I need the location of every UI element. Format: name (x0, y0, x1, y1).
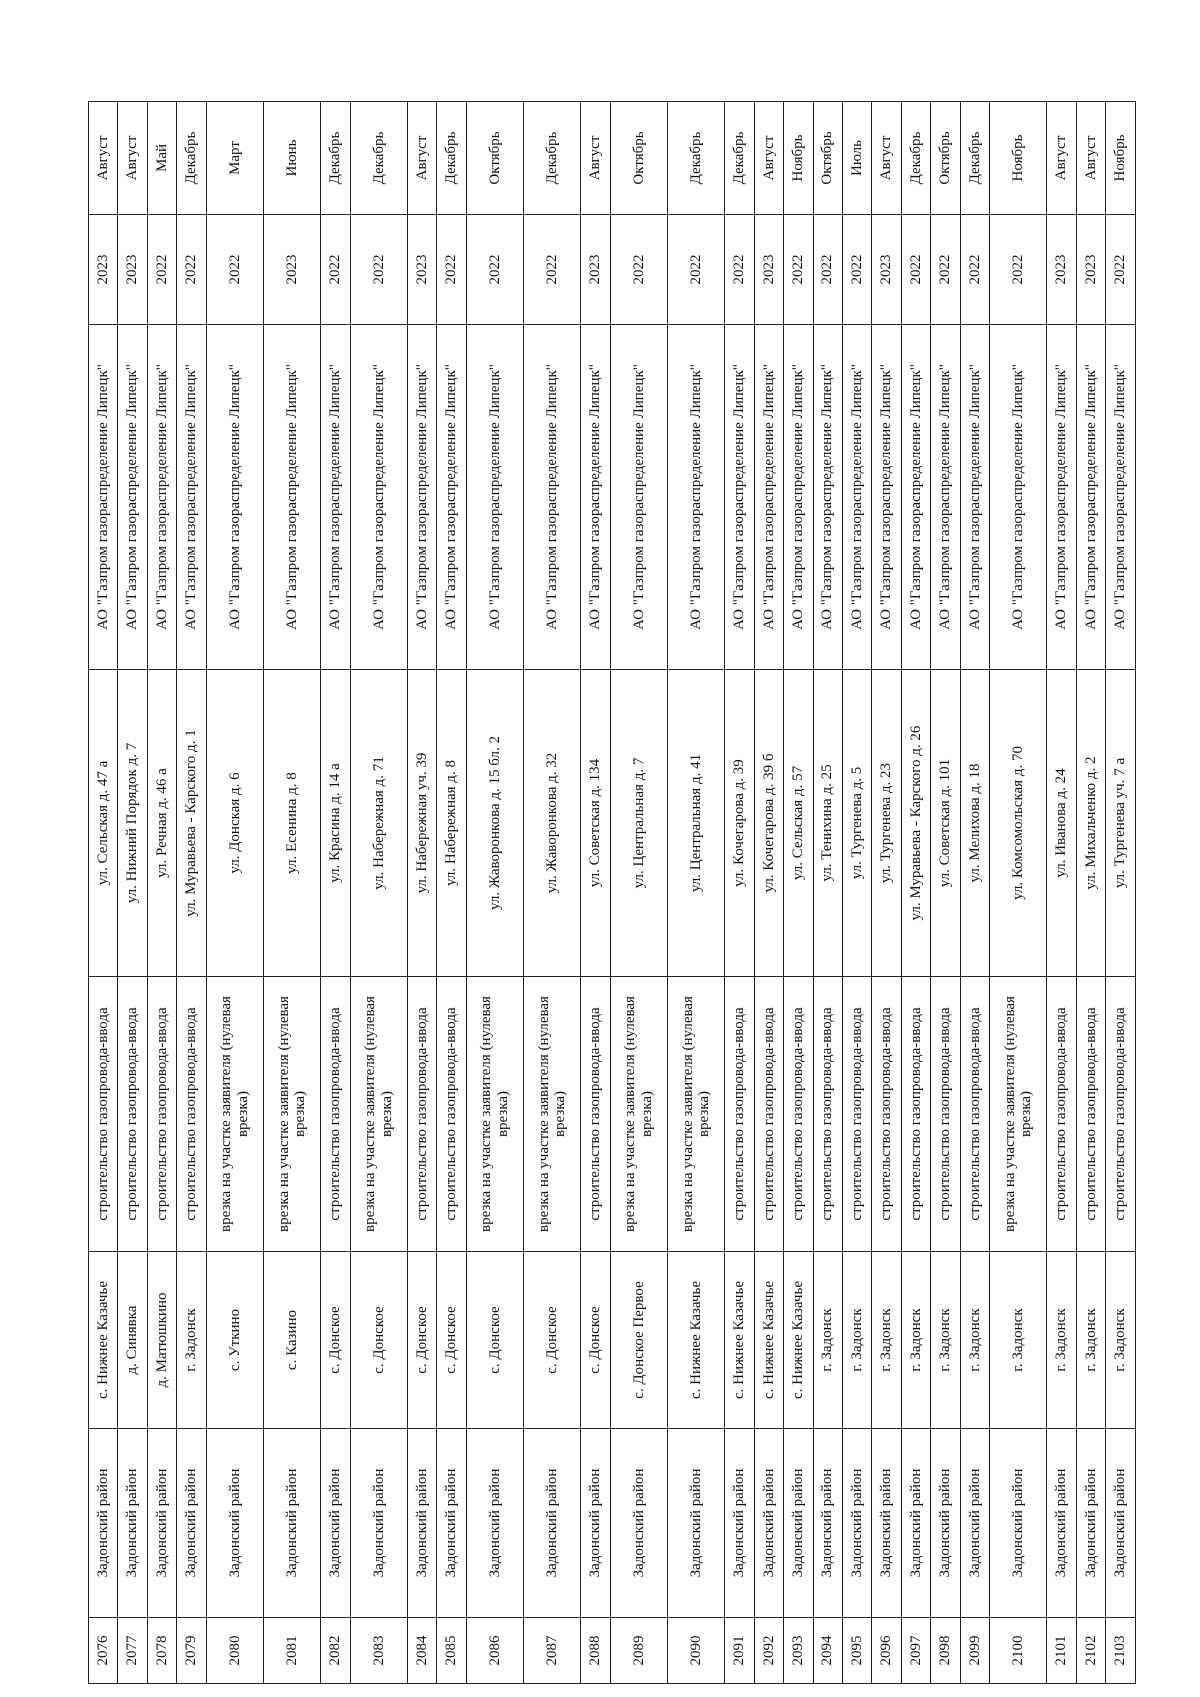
row-number-cell: 2096 (872, 1618, 901, 1684)
work-type-cell: врезка на участке заявителя (нулевая врезка) (667, 977, 724, 1252)
table-row (1106, 102, 1136, 1684)
locality-cell: с. Донское (581, 1252, 610, 1429)
district-cell: Задонский район (206, 1429, 263, 1618)
month-cell: Ноябрь (1106, 102, 1136, 215)
work-type-cell: строительство газопровода-ввода (89, 977, 118, 1252)
organization-cell: АО "Газпром газораспределение Липецк" (321, 325, 350, 670)
row-number-cell: 2077 (118, 1618, 147, 1684)
year-cell: 2022 (931, 215, 960, 325)
row-number-cell: 2089 (610, 1618, 667, 1684)
table-row (118, 102, 147, 1684)
district-cell: Задонский район (437, 1429, 466, 1618)
year-cell: 2022 (206, 215, 263, 325)
table-row (872, 102, 901, 1684)
address-cell: ул. Набережная д. 71 (350, 670, 407, 977)
address-cell: ул. Сельская д. 57 (784, 670, 813, 977)
table-row (264, 102, 321, 1684)
organization-cell: АО "Газпром газораспределение Липецк" (872, 325, 901, 670)
table-row (177, 102, 206, 1684)
district-cell: Задонский район (813, 1429, 842, 1618)
organization-cell: АО "Газпром газораспределение Липецк" (842, 325, 871, 670)
row-number-cell: 2088 (581, 1618, 610, 1684)
address-cell: ул. Муравьева - Карского д. 1 (177, 670, 206, 977)
address-cell: ул. Советская д. 134 (581, 670, 610, 977)
row-number-cell: 2084 (407, 1618, 436, 1684)
month-cell: Октябрь (931, 102, 960, 215)
month-cell: Декабрь (901, 102, 930, 215)
address-cell: ул. Нижний Порядок д. 7 (118, 670, 147, 977)
locality-cell: с. Нижнее Казачье (667, 1252, 724, 1429)
organization-cell: АО "Газпром газораспределение Липецк" (1047, 325, 1076, 670)
organization-cell: АО "Газпром газораспределение Липецк" (990, 325, 1047, 670)
year-cell: 2022 (667, 215, 724, 325)
organization-cell: АО "Газпром газораспределение Липецк" (754, 325, 783, 670)
row-number-cell: 2097 (901, 1618, 930, 1684)
table-row (960, 102, 989, 1684)
year-cell: 2022 (177, 215, 206, 325)
work-type-cell: строительство газопровода-ввода (437, 977, 466, 1252)
row-number-cell: 2087 (524, 1618, 581, 1684)
year-cell: 2022 (524, 215, 581, 325)
table-row (1076, 102, 1105, 1684)
table-row (147, 102, 176, 1684)
work-type-cell: строительство газопровода-ввода (1076, 977, 1105, 1252)
district-cell: Задонский район (725, 1429, 754, 1618)
address-cell: ул. Кочегарова д. 39 б (754, 670, 783, 977)
month-cell: Август (89, 102, 118, 215)
district-cell: Задонский район (89, 1429, 118, 1618)
work-type-cell: врезка на участке заявителя (нулевая врезка) (524, 977, 581, 1252)
row-number-cell: 2098 (931, 1618, 960, 1684)
organization-cell: АО "Газпром газораспределение Липецк" (581, 325, 610, 670)
locality-cell: г. Задонск (177, 1252, 206, 1429)
row-number-cell: 2103 (1106, 1618, 1136, 1684)
row-number-cell: 2102 (1076, 1618, 1105, 1684)
table-row (990, 102, 1047, 1684)
year-cell: 2022 (725, 215, 754, 325)
year-cell: 2022 (321, 215, 350, 325)
table-row (1047, 102, 1076, 1684)
table-row (89, 102, 118, 1684)
district-cell: Задонский район (872, 1429, 901, 1618)
work-type-cell: строительство газопровода-ввода (725, 977, 754, 1252)
year-cell: 2022 (901, 215, 930, 325)
district-cell: Задонский район (667, 1429, 724, 1618)
locality-cell: г. Задонск (990, 1252, 1047, 1429)
work-type-cell: строительство газопровода-ввода (581, 977, 610, 1252)
organization-cell: АО "Газпром газораспределение Липецк" (784, 325, 813, 670)
district-cell: Задонский район (931, 1429, 960, 1618)
work-type-cell: строительство газопровода-ввода (754, 977, 783, 1252)
gas-connections-table (88, 101, 1136, 1684)
row-number-cell: 2093 (784, 1618, 813, 1684)
row-number-cell: 2076 (89, 1618, 118, 1684)
locality-cell: с. Нижнее Казачье (754, 1252, 783, 1429)
district-cell: Задонский район (466, 1429, 523, 1618)
year-cell: 2023 (264, 215, 321, 325)
locality-cell: г. Задонск (901, 1252, 930, 1429)
table-row (784, 102, 813, 1684)
year-cell: 2023 (581, 215, 610, 325)
row-number-cell: 2095 (842, 1618, 871, 1684)
year-cell: 2022 (466, 215, 523, 325)
organization-cell: АО "Газпром газораспределение Липецк" (407, 325, 436, 670)
organization-cell: АО "Газпром газораспределение Липецк" (206, 325, 263, 670)
locality-cell: с. Донское (350, 1252, 407, 1429)
year-cell: 2022 (610, 215, 667, 325)
month-cell: Август (118, 102, 147, 215)
district-cell: Задонский район (901, 1429, 930, 1618)
address-cell: ул. Набережная д. 8 (437, 670, 466, 977)
work-type-cell: строительство газопровода-ввода (813, 977, 842, 1252)
month-cell: Декабрь (437, 102, 466, 215)
locality-cell: г. Задонск (960, 1252, 989, 1429)
address-cell: ул. Набережная уч. 39 (407, 670, 436, 977)
address-cell: ул. Тенихина д. 25 (813, 670, 842, 977)
row-number-cell: 2092 (754, 1618, 783, 1684)
month-cell: Август (872, 102, 901, 215)
organization-cell: АО "Газпром газораспределение Липецк" (1076, 325, 1105, 670)
table-row (206, 102, 263, 1684)
district-cell: Задонский район (581, 1429, 610, 1618)
work-type-cell: врезка на участке заявителя (нулевая врезка) (264, 977, 321, 1252)
year-cell: 2022 (960, 215, 989, 325)
organization-cell: АО "Газпром газораспределение Липецк" (466, 325, 523, 670)
address-cell: ул. Муравьева - Карского д. 26 (901, 670, 930, 977)
locality-cell: г. Задонск (813, 1252, 842, 1429)
district-cell: Задонский район (1076, 1429, 1105, 1618)
table-row (466, 102, 523, 1684)
year-cell: 2023 (407, 215, 436, 325)
locality-cell: с. Донское (524, 1252, 581, 1429)
row-number-cell: 2086 (466, 1618, 523, 1684)
month-cell: Октябрь (813, 102, 842, 215)
organization-cell: АО "Газпром газораспределение Липецк" (610, 325, 667, 670)
row-number-cell: 2094 (813, 1618, 842, 1684)
organization-cell: АО "Газпром газораспределение Липецк" (89, 325, 118, 670)
month-cell: Декабрь (524, 102, 581, 215)
district-cell: Задонский район (990, 1429, 1047, 1618)
month-cell: Август (754, 102, 783, 215)
locality-cell: с. Нижнее Казачье (784, 1252, 813, 1429)
work-type-cell: врезка на участке заявителя (нулевая врезка) (206, 977, 263, 1252)
month-cell: Июнь (264, 102, 321, 215)
locality-cell: г. Задонск (872, 1252, 901, 1429)
month-cell: Декабрь (960, 102, 989, 215)
month-cell: Март (206, 102, 263, 215)
address-cell: ул. Жаворонкова д. 15 бл. 2 (466, 670, 523, 977)
district-cell: Задонский район (784, 1429, 813, 1618)
row-number-cell: 2085 (437, 1618, 466, 1684)
work-type-cell: строительство газопровода-ввода (872, 977, 901, 1252)
address-cell: ул. Иванова д. 24 (1047, 670, 1076, 977)
year-cell: 2023 (1047, 215, 1076, 325)
organization-cell: АО "Газпром газораспределение Липецк" (960, 325, 989, 670)
organization-cell: АО "Газпром газораспределение Липецк" (931, 325, 960, 670)
work-type-cell: строительство газопровода-ввода (147, 977, 176, 1252)
row-number-cell: 2079 (177, 1618, 206, 1684)
locality-cell: с. Донское (321, 1252, 350, 1429)
month-cell: Август (407, 102, 436, 215)
organization-cell: АО "Газпром газораспределение Липецк" (725, 325, 754, 670)
organization-cell: АО "Газпром газораспределение Липецк" (813, 325, 842, 670)
district-cell: Задонский район (754, 1429, 783, 1618)
table-body (89, 102, 1136, 1684)
table-row (610, 102, 667, 1684)
year-cell: 2022 (784, 215, 813, 325)
row-number-cell: 2100 (990, 1618, 1047, 1684)
year-cell: 2022 (813, 215, 842, 325)
row-number-cell: 2081 (264, 1618, 321, 1684)
row-number-cell: 2082 (321, 1618, 350, 1684)
district-cell: Задонский район (177, 1429, 206, 1618)
work-type-cell: строительство газопровода-ввода (931, 977, 960, 1252)
month-cell: Декабрь (725, 102, 754, 215)
year-cell: 2022 (990, 215, 1047, 325)
organization-cell: АО "Газпром газораспределение Липецк" (264, 325, 321, 670)
table-row (842, 102, 871, 1684)
organization-cell: АО "Газпром газораспределение Липецк" (437, 325, 466, 670)
work-type-cell: врезка на участке заявителя (нулевая врезка) (990, 977, 1047, 1252)
locality-cell: д. Синявка (118, 1252, 147, 1429)
district-cell: Задонский район (407, 1429, 436, 1618)
locality-cell: г. Задонск (1047, 1252, 1076, 1429)
month-cell: Ноябрь (784, 102, 813, 215)
work-type-cell: врезка на участке заявителя (нулевая врезка) (466, 977, 523, 1252)
organization-cell: АО "Газпром газораспределение Липецк" (118, 325, 147, 670)
work-type-cell: врезка на участке заявителя (нулевая врезка) (610, 977, 667, 1252)
district-cell: Задонский район (118, 1429, 147, 1618)
organization-cell: АО "Газпром газораспределение Липецк" (177, 325, 206, 670)
row-number-cell: 2090 (667, 1618, 724, 1684)
row-number-cell: 2101 (1047, 1618, 1076, 1684)
address-cell: ул. Красина д. 14 а (321, 670, 350, 977)
year-cell: 2023 (754, 215, 783, 325)
work-type-cell: строительство газопровода-ввода (177, 977, 206, 1252)
work-type-cell: строительство газопровода-ввода (321, 977, 350, 1252)
address-cell: ул. Центральная д. 7 (610, 670, 667, 977)
month-cell: Декабрь (350, 102, 407, 215)
organization-cell: АО "Газпром газораспределение Липецк" (667, 325, 724, 670)
organization-cell: АО "Газпром газораспределение Липецк" (901, 325, 930, 670)
district-cell: Задонский район (960, 1429, 989, 1618)
district-cell: Задонский район (1106, 1429, 1136, 1618)
month-cell: Ноябрь (990, 102, 1047, 215)
month-cell: Декабрь (177, 102, 206, 215)
month-cell: Июль (842, 102, 871, 215)
year-cell: 2022 (147, 215, 176, 325)
address-cell: ул. Центральная д. 41 (667, 670, 724, 977)
address-cell: ул. Михальченко д. 2 (1076, 670, 1105, 977)
address-cell: ул. Есенина д. 8 (264, 670, 321, 977)
address-cell: ул. Тургенева уч. 7 а (1106, 670, 1136, 977)
address-cell: ул. Сельская д. 47 а (89, 670, 118, 977)
table-row (321, 102, 350, 1684)
rotated-table-wrapper (88, 102, 1136, 1684)
address-cell: ул. Советская д. 101 (931, 670, 960, 977)
district-cell: Задонский район (350, 1429, 407, 1618)
locality-cell: с. Донское (407, 1252, 436, 1429)
work-type-cell: строительство газопровода-ввода (960, 977, 989, 1252)
work-type-cell: строительство газопровода-ввода (842, 977, 871, 1252)
work-type-cell: строительство газопровода-ввода (407, 977, 436, 1252)
locality-cell: с. Донское Первое (610, 1252, 667, 1429)
district-cell: Задонский район (842, 1429, 871, 1618)
organization-cell: АО "Газпром газораспределение Липецк" (1106, 325, 1136, 670)
table-row (901, 102, 930, 1684)
address-cell: ул. Донская д. 6 (206, 670, 263, 977)
district-cell: Задонский район (524, 1429, 581, 1618)
work-type-cell: строительство газопровода-ввода (118, 977, 147, 1252)
year-cell: 2023 (89, 215, 118, 325)
row-number-cell: 2080 (206, 1618, 263, 1684)
address-cell: ул. Речная д. 46 а (147, 670, 176, 977)
table-row (813, 102, 842, 1684)
district-cell: Задонский район (264, 1429, 321, 1618)
work-type-cell: врезка на участке заявителя (нулевая врезка) (350, 977, 407, 1252)
address-cell: ул. Жаворонкова д. 32 (524, 670, 581, 977)
locality-cell: г. Задонск (1076, 1252, 1105, 1429)
row-number-cell: 2083 (350, 1618, 407, 1684)
locality-cell: с. Казино (264, 1252, 321, 1429)
table-row (350, 102, 407, 1684)
table-row (667, 102, 724, 1684)
month-cell: Август (581, 102, 610, 215)
table-row (931, 102, 960, 1684)
locality-cell: г. Задонск (931, 1252, 960, 1429)
organization-cell: АО "Газпром газораспределение Липецк" (524, 325, 581, 670)
locality-cell: с. Донское (466, 1252, 523, 1429)
month-cell: Декабрь (321, 102, 350, 215)
table-row (754, 102, 783, 1684)
locality-cell: с. Нижнее Казачье (725, 1252, 754, 1429)
month-cell: Август (1047, 102, 1076, 215)
organization-cell: АО "Газпром газораспределение Липецк" (147, 325, 176, 670)
address-cell: ул. Тургенева д. 5 (842, 670, 871, 977)
month-cell: Октябрь (610, 102, 667, 215)
address-cell: ул. Мелихова д. 18 (960, 670, 989, 977)
work-type-cell: строительство газопровода-ввода (784, 977, 813, 1252)
year-cell: 2023 (118, 215, 147, 325)
locality-cell: с. Нижнее Казачье (89, 1252, 118, 1429)
row-number-cell: 2078 (147, 1618, 176, 1684)
work-type-cell: строительство газопровода-ввода (901, 977, 930, 1252)
address-cell: ул. Комсомольская д. 70 (990, 670, 1047, 977)
work-type-cell: строительство газопровода-ввода (1106, 977, 1136, 1252)
year-cell: 2023 (1076, 215, 1105, 325)
year-cell: 2022 (350, 215, 407, 325)
table-row (581, 102, 610, 1684)
locality-cell: д. Матюшкино (147, 1252, 176, 1429)
month-cell: Май (147, 102, 176, 215)
work-type-cell: строительство газопровода-ввода (1047, 977, 1076, 1252)
locality-cell: с. Донское (437, 1252, 466, 1429)
row-number-cell: 2099 (960, 1618, 989, 1684)
address-cell: ул. Тургенева д. 23 (872, 670, 901, 977)
table-row (437, 102, 466, 1684)
district-cell: Задонский район (147, 1429, 176, 1618)
table-row (407, 102, 436, 1684)
year-cell: 2022 (1106, 215, 1136, 325)
district-cell: Задонский район (321, 1429, 350, 1618)
locality-cell: г. Задонск (1106, 1252, 1136, 1429)
month-cell: Декабрь (667, 102, 724, 215)
address-cell: ул. Кочегарова д. 39 (725, 670, 754, 977)
district-cell: Задонский район (610, 1429, 667, 1618)
year-cell: 2022 (842, 215, 871, 325)
table-row (725, 102, 754, 1684)
year-cell: 2023 (872, 215, 901, 325)
month-cell: Август (1076, 102, 1105, 215)
locality-cell: г. Задонск (842, 1252, 871, 1429)
locality-cell: с. Уткино (206, 1252, 263, 1429)
row-number-cell: 2091 (725, 1618, 754, 1684)
year-cell: 2022 (437, 215, 466, 325)
organization-cell: АО "Газпром газораспределение Липецк" (350, 325, 407, 670)
district-cell: Задонский район (1047, 1429, 1076, 1618)
month-cell: Октябрь (466, 102, 523, 215)
table-row (524, 102, 581, 1684)
